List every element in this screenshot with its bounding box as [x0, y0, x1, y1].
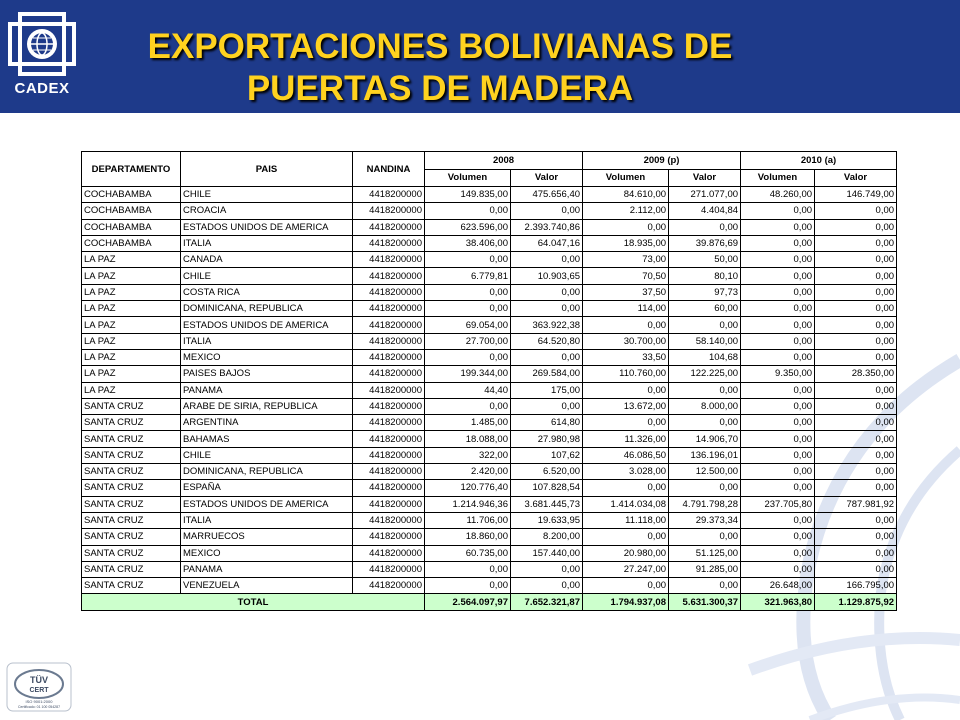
exports-table-container — [81, 151, 896, 611]
volumen-2010-cell: 0,00 — [741, 464, 815, 480]
pais-cell: PANAMA — [181, 382, 353, 398]
pais-cell: ESTADOS UNIDOS DE AMERICA — [181, 317, 353, 333]
table-row — [82, 480, 897, 496]
table-row — [82, 512, 897, 528]
volumen-2009-cell: 0,00 — [583, 219, 669, 235]
valor-2008-cell: 19.633,95 — [511, 512, 583, 528]
volumen-2009-cell: 114,00 — [583, 301, 669, 317]
volumen-2008-cell: 69.054,00 — [425, 317, 511, 333]
valor-2008-cell: 363.922,38 — [511, 317, 583, 333]
valor-2008-cell: 8.200,00 — [511, 529, 583, 545]
total-row — [82, 594, 897, 611]
volumen-2010-cell: 9.350,00 — [741, 366, 815, 382]
total-value: 1.129.875,92 — [815, 594, 897, 611]
volumen-2010-cell: 0,00 — [741, 415, 815, 431]
tuv-iso-text: ISO 9001:2000 — [25, 699, 53, 704]
volumen-2009-cell: 0,00 — [583, 529, 669, 545]
valor-2008-cell: 0,00 — [511, 398, 583, 414]
table-row — [82, 333, 897, 349]
valor-2009-cell: 4.791.798,28 — [669, 496, 741, 512]
volumen-2008-cell: 60.735,00 — [425, 545, 511, 561]
valor-2010-cell: 0,00 — [815, 349, 897, 365]
volumen-2010-cell: 26.648,00 — [741, 578, 815, 594]
volumen-2010-cell: 0,00 — [741, 382, 815, 398]
valor-2008-cell: 0,00 — [511, 561, 583, 577]
departamento-cell: COCHABAMBA — [82, 187, 181, 203]
volumen-2008-cell: 44,40 — [425, 382, 511, 398]
table-row — [82, 464, 897, 480]
header-valor: Valor — [511, 169, 583, 187]
table-row — [82, 284, 897, 300]
valor-2009-cell: 97,73 — [669, 284, 741, 300]
volumen-2010-cell: 0,00 — [741, 545, 815, 561]
volumen-2009-cell: 0,00 — [583, 578, 669, 594]
departamento-cell: SANTA CRUZ — [82, 398, 181, 414]
header-departamento: DEPARTAMENTO — [82, 152, 181, 187]
nandina-cell: 4418200000 — [353, 252, 425, 268]
valor-2010-cell: 0,00 — [815, 512, 897, 528]
nandina-cell: 4418200000 — [353, 366, 425, 382]
header-volumen: Volumen — [583, 169, 669, 187]
valor-2008-cell: 3.681.445,73 — [511, 496, 583, 512]
total-value: 321.963,80 — [741, 594, 815, 611]
valor-2009-cell: 50,00 — [669, 252, 741, 268]
valor-2009-cell: 8.000,00 — [669, 398, 741, 414]
valor-2008-cell: 107,62 — [511, 447, 583, 463]
table-row — [82, 398, 897, 414]
table-row — [82, 203, 897, 219]
pais-cell: ARGENTINA — [181, 415, 353, 431]
volumen-2008-cell: 1.214.946,36 — [425, 496, 511, 512]
volumen-2008-cell: 0,00 — [425, 561, 511, 577]
pais-cell: ITALIA — [181, 333, 353, 349]
nandina-cell: 4418200000 — [353, 284, 425, 300]
departamento-cell: SANTA CRUZ — [82, 545, 181, 561]
nandina-cell: 4418200000 — [353, 529, 425, 545]
departamento-cell: LA PAZ — [82, 333, 181, 349]
valor-2010-cell: 0,00 — [815, 219, 897, 235]
table-row — [82, 317, 897, 333]
valor-2010-cell: 0,00 — [815, 284, 897, 300]
nandina-cell: 4418200000 — [353, 561, 425, 577]
pais-cell: CANADA — [181, 252, 353, 268]
valor-2008-cell: 269.584,00 — [511, 366, 583, 382]
valor-2010-cell: 787.981,92 — [815, 496, 897, 512]
departamento-cell: LA PAZ — [82, 382, 181, 398]
valor-2008-cell: 175,00 — [511, 382, 583, 398]
valor-2009-cell: 58.140,00 — [669, 333, 741, 349]
pais-cell: CHILE — [181, 187, 353, 203]
tuv-cert-logo — [6, 662, 72, 712]
pais-cell: PANAMA — [181, 561, 353, 577]
valor-2009-cell: 271.077,00 — [669, 187, 741, 203]
volumen-2009-cell: 1.414.034,08 — [583, 496, 669, 512]
valor-2009-cell: 0,00 — [669, 529, 741, 545]
valor-2008-cell: 6.520,00 — [511, 464, 583, 480]
pais-cell: ESPAÑA — [181, 480, 353, 496]
cadex-emblem-icon — [6, 10, 78, 80]
valor-2008-cell: 0,00 — [511, 349, 583, 365]
volumen-2009-cell: 84.610,00 — [583, 187, 669, 203]
pais-cell: DOMINICANA, REPUBLICA — [181, 301, 353, 317]
valor-2009-cell: 136.196,01 — [669, 447, 741, 463]
departamento-cell: SANTA CRUZ — [82, 578, 181, 594]
header-volumen: Volumen — [741, 169, 815, 187]
volumen-2010-cell: 0,00 — [741, 398, 815, 414]
table-row — [82, 431, 897, 447]
nandina-cell: 4418200000 — [353, 317, 425, 333]
total-value: 5.631.300,37 — [669, 594, 741, 611]
nandina-cell: 4418200000 — [353, 415, 425, 431]
volumen-2009-cell: 27.247,00 — [583, 561, 669, 577]
header-year-2009: 2009 (p) — [583, 152, 741, 170]
header-year-2008: 2008 — [425, 152, 583, 170]
pais-cell: CROACIA — [181, 203, 353, 219]
valor-2008-cell: 2.393.740,86 — [511, 219, 583, 235]
volumen-2010-cell: 0,00 — [741, 268, 815, 284]
valor-2008-cell: 475.656,40 — [511, 187, 583, 203]
volumen-2010-cell: 0,00 — [741, 252, 815, 268]
departamento-cell: LA PAZ — [82, 349, 181, 365]
pais-cell: COSTA RICA — [181, 284, 353, 300]
table-row — [82, 545, 897, 561]
volumen-2010-cell: 0,00 — [741, 203, 815, 219]
valor-2008-cell: 157.440,00 — [511, 545, 583, 561]
valor-2009-cell: 0,00 — [669, 317, 741, 333]
pais-cell: CHILE — [181, 447, 353, 463]
volumen-2010-cell: 0,00 — [741, 333, 815, 349]
departamento-cell: SANTA CRUZ — [82, 464, 181, 480]
valor-2010-cell: 28.350,00 — [815, 366, 897, 382]
valor-2010-cell: 0,00 — [815, 529, 897, 545]
nandina-cell: 4418200000 — [353, 578, 425, 594]
nandina-cell: 4418200000 — [353, 464, 425, 480]
table-row — [82, 561, 897, 577]
volumen-2010-cell: 0,00 — [741, 349, 815, 365]
volumen-2008-cell: 0,00 — [425, 284, 511, 300]
pais-cell: ESTADOS UNIDOS DE AMERICA — [181, 496, 353, 512]
table-row — [82, 415, 897, 431]
departamento-cell: COCHABAMBA — [82, 219, 181, 235]
volumen-2008-cell: 199.344,00 — [425, 366, 511, 382]
table-row — [82, 349, 897, 365]
valor-2010-cell: 0,00 — [815, 252, 897, 268]
volumen-2010-cell: 0,00 — [741, 529, 815, 545]
valor-2010-cell: 166.795,00 — [815, 578, 897, 594]
valor-2010-cell: 146.749,00 — [815, 187, 897, 203]
volumen-2009-cell: 37,50 — [583, 284, 669, 300]
volumen-2008-cell: 1.485,00 — [425, 415, 511, 431]
volumen-2010-cell: 0,00 — [741, 219, 815, 235]
valor-2009-cell: 80,10 — [669, 268, 741, 284]
valor-2009-cell: 4.404,84 — [669, 203, 741, 219]
departamento-cell: LA PAZ — [82, 268, 181, 284]
total-value: 2.564.097,97 — [425, 594, 511, 611]
valor-2009-cell: 104,68 — [669, 349, 741, 365]
total-value: 7.652.321,87 — [511, 594, 583, 611]
header-year-2010: 2010 (a) — [741, 152, 897, 170]
departamento-cell: LA PAZ — [82, 301, 181, 317]
pais-cell: MEXICO — [181, 545, 353, 561]
nandina-cell: 4418200000 — [353, 382, 425, 398]
volumen-2009-cell: 73,00 — [583, 252, 669, 268]
valor-2009-cell: 29.373,34 — [669, 512, 741, 528]
pais-cell: MEXICO — [181, 349, 353, 365]
volumen-2009-cell: 0,00 — [583, 382, 669, 398]
exports-table — [81, 151, 897, 611]
table-row — [82, 529, 897, 545]
header-band — [0, 0, 960, 113]
table-row — [82, 235, 897, 251]
valor-2008-cell: 107.828,54 — [511, 480, 583, 496]
valor-2009-cell: 122.225,00 — [669, 366, 741, 382]
departamento-cell: SANTA CRUZ — [82, 496, 181, 512]
volumen-2009-cell: 70,50 — [583, 268, 669, 284]
valor-2010-cell: 0,00 — [815, 415, 897, 431]
volumen-2009-cell: 30.700,00 — [583, 333, 669, 349]
valor-2010-cell: 0,00 — [815, 382, 897, 398]
table-row — [82, 187, 897, 203]
volumen-2010-cell: 0,00 — [741, 561, 815, 577]
departamento-cell: SANTA CRUZ — [82, 415, 181, 431]
departamento-cell: SANTA CRUZ — [82, 529, 181, 545]
valor-2009-cell: 0,00 — [669, 219, 741, 235]
valor-2010-cell: 0,00 — [815, 268, 897, 284]
volumen-2009-cell: 0,00 — [583, 480, 669, 496]
pais-cell: DOMINICANA, REPUBLICA — [181, 464, 353, 480]
table-row — [82, 366, 897, 382]
header-valor: Valor — [669, 169, 741, 187]
volumen-2009-cell: 33,50 — [583, 349, 669, 365]
volumen-2009-cell: 0,00 — [583, 415, 669, 431]
total-value: 1.794.937,08 — [583, 594, 669, 611]
valor-2008-cell: 0,00 — [511, 252, 583, 268]
pais-cell: ITALIA — [181, 512, 353, 528]
table-row — [82, 252, 897, 268]
volumen-2009-cell: 46.086,50 — [583, 447, 669, 463]
header-nandina: NANDINA — [353, 152, 425, 187]
table-row — [82, 382, 897, 398]
nandina-cell: 4418200000 — [353, 301, 425, 317]
nandina-cell: 4418200000 — [353, 431, 425, 447]
volumen-2009-cell: 3.028,00 — [583, 464, 669, 480]
pais-cell: CHILE — [181, 268, 353, 284]
volumen-2009-cell: 18.935,00 — [583, 235, 669, 251]
departamento-cell: SANTA CRUZ — [82, 447, 181, 463]
departamento-cell: SANTA CRUZ — [82, 480, 181, 496]
nandina-cell: 4418200000 — [353, 235, 425, 251]
title-line-1: EXPORTACIONES BOLIVIANAS DE — [147, 27, 733, 66]
pais-cell: BAHAMAS — [181, 431, 353, 447]
header-valor: Valor — [815, 169, 897, 187]
volumen-2008-cell: 6.779,81 — [425, 268, 511, 284]
volumen-2008-cell: 18.088,00 — [425, 431, 511, 447]
valor-2009-cell: 0,00 — [669, 480, 741, 496]
volumen-2010-cell: 0,00 — [741, 301, 815, 317]
volumen-2008-cell: 0,00 — [425, 252, 511, 268]
volumen-2010-cell: 0,00 — [741, 317, 815, 333]
table-row — [82, 268, 897, 284]
volumen-2010-cell: 237.705,80 — [741, 496, 815, 512]
nandina-cell: 4418200000 — [353, 496, 425, 512]
volumen-2008-cell: 11.706,00 — [425, 512, 511, 528]
volumen-2008-cell: 322,00 — [425, 447, 511, 463]
volumen-2008-cell: 18.860,00 — [425, 529, 511, 545]
valor-2008-cell: 0,00 — [511, 284, 583, 300]
valor-2008-cell: 64.047,16 — [511, 235, 583, 251]
pais-cell: ESTADOS UNIDOS DE AMERICA — [181, 219, 353, 235]
valor-2008-cell: 0,00 — [511, 578, 583, 594]
valor-2008-cell: 0,00 — [511, 203, 583, 219]
header-pais: PAIS — [181, 152, 353, 187]
nandina-cell: 4418200000 — [353, 268, 425, 284]
valor-2009-cell: 91.285,00 — [669, 561, 741, 577]
valor-2008-cell: 10.903,65 — [511, 268, 583, 284]
table-row — [82, 219, 897, 235]
nandina-cell: 4418200000 — [353, 333, 425, 349]
volumen-2009-cell: 20.980,00 — [583, 545, 669, 561]
departamento-cell: COCHABAMBA — [82, 235, 181, 251]
volumen-2008-cell: 120.776,40 — [425, 480, 511, 496]
valor-2008-cell: 614,80 — [511, 415, 583, 431]
volumen-2008-cell: 0,00 — [425, 578, 511, 594]
valor-2010-cell: 0,00 — [815, 561, 897, 577]
volumen-2008-cell: 2.420,00 — [425, 464, 511, 480]
volumen-2008-cell: 27.700,00 — [425, 333, 511, 349]
volumen-2008-cell: 0,00 — [425, 349, 511, 365]
pais-cell: ITALIA — [181, 235, 353, 251]
departamento-cell: SANTA CRUZ — [82, 512, 181, 528]
volumen-2010-cell: 0,00 — [741, 447, 815, 463]
tuv-mark-text: TÜV — [30, 675, 48, 685]
valor-2008-cell: 27.980,98 — [511, 431, 583, 447]
valor-2010-cell: 0,00 — [815, 301, 897, 317]
valor-2010-cell: 0,00 — [815, 333, 897, 349]
total-label: TOTAL — [82, 594, 425, 611]
pais-cell: VENEZUELA — [181, 578, 353, 594]
volumen-2009-cell: 2.112,00 — [583, 203, 669, 219]
table-row — [82, 301, 897, 317]
volumen-2008-cell: 0,00 — [425, 398, 511, 414]
nandina-cell: 4418200000 — [353, 398, 425, 414]
departamento-cell: SANTA CRUZ — [82, 431, 181, 447]
volumen-2008-cell: 149.835,00 — [425, 187, 511, 203]
valor-2009-cell: 12.500,00 — [669, 464, 741, 480]
title-line-2: PUERTAS DE MADERA — [246, 69, 634, 108]
nandina-cell: 4418200000 — [353, 512, 425, 528]
valor-2009-cell: 60,00 — [669, 301, 741, 317]
valor-2009-cell: 0,00 — [669, 382, 741, 398]
nandina-cell: 4418200000 — [353, 349, 425, 365]
departamento-cell: LA PAZ — [82, 284, 181, 300]
pais-cell: MARRUECOS — [181, 529, 353, 545]
valor-2008-cell: 64.520,80 — [511, 333, 583, 349]
volumen-2009-cell: 110.760,00 — [583, 366, 669, 382]
valor-2010-cell: 0,00 — [815, 317, 897, 333]
volumen-2008-cell: 38.406,00 — [425, 235, 511, 251]
volumen-2008-cell: 623.596,00 — [425, 219, 511, 235]
table-row — [82, 496, 897, 512]
valor-2009-cell: 51.125,00 — [669, 545, 741, 561]
valor-2010-cell: 0,00 — [815, 431, 897, 447]
valor-2010-cell: 0,00 — [815, 203, 897, 219]
nandina-cell: 4418200000 — [353, 203, 425, 219]
header-volumen: Volumen — [425, 169, 511, 187]
valor-2009-cell: 0,00 — [669, 415, 741, 431]
nandina-cell: 4418200000 — [353, 480, 425, 496]
departamento-cell: SANTA CRUZ — [82, 561, 181, 577]
table-row — [82, 578, 897, 594]
page-title — [90, 26, 790, 110]
nandina-cell: 4418200000 — [353, 187, 425, 203]
volumen-2009-cell: 11.326,00 — [583, 431, 669, 447]
departamento-cell: LA PAZ — [82, 252, 181, 268]
volumen-2010-cell: 0,00 — [741, 431, 815, 447]
volumen-2010-cell: 0,00 — [741, 512, 815, 528]
departamento-cell: LA PAZ — [82, 366, 181, 382]
departamento-cell: LA PAZ — [82, 317, 181, 333]
volumen-2009-cell: 11.118,00 — [583, 512, 669, 528]
volumen-2008-cell: 0,00 — [425, 301, 511, 317]
valor-2009-cell: 39.876,69 — [669, 235, 741, 251]
valor-2010-cell: 0,00 — [815, 398, 897, 414]
pais-cell: ARABE DE SIRIA, REPUBLICA — [181, 398, 353, 414]
cadex-logo — [6, 10, 78, 104]
volumen-2010-cell: 0,00 — [741, 235, 815, 251]
valor-2009-cell: 14.906,70 — [669, 431, 741, 447]
volumen-2010-cell: 0,00 — [741, 284, 815, 300]
valor-2010-cell: 0,00 — [815, 480, 897, 496]
table-body — [82, 187, 897, 594]
logo-text: CADEX — [14, 80, 70, 97]
tuv-cert-word: CERT — [29, 687, 49, 694]
valor-2008-cell: 0,00 — [511, 301, 583, 317]
table-row — [82, 447, 897, 463]
valor-2010-cell: 0,00 — [815, 464, 897, 480]
tuv-certificate-text: Certificado: 01 100 054287 — [17, 705, 61, 709]
departamento-cell: COCHABAMBA — [82, 203, 181, 219]
volumen-2010-cell: 0,00 — [741, 480, 815, 496]
pais-cell: PAISES BAJOS — [181, 366, 353, 382]
valor-2010-cell: 0,00 — [815, 447, 897, 463]
volumen-2009-cell: 13.672,00 — [583, 398, 669, 414]
volumen-2010-cell: 48.260,00 — [741, 187, 815, 203]
valor-2010-cell: 0,00 — [815, 235, 897, 251]
nandina-cell: 4418200000 — [353, 219, 425, 235]
nandina-cell: 4418200000 — [353, 447, 425, 463]
nandina-cell: 4418200000 — [353, 545, 425, 561]
valor-2010-cell: 0,00 — [815, 545, 897, 561]
volumen-2008-cell: 0,00 — [425, 203, 511, 219]
valor-2009-cell: 0,00 — [669, 578, 741, 594]
volumen-2009-cell: 0,00 — [583, 317, 669, 333]
